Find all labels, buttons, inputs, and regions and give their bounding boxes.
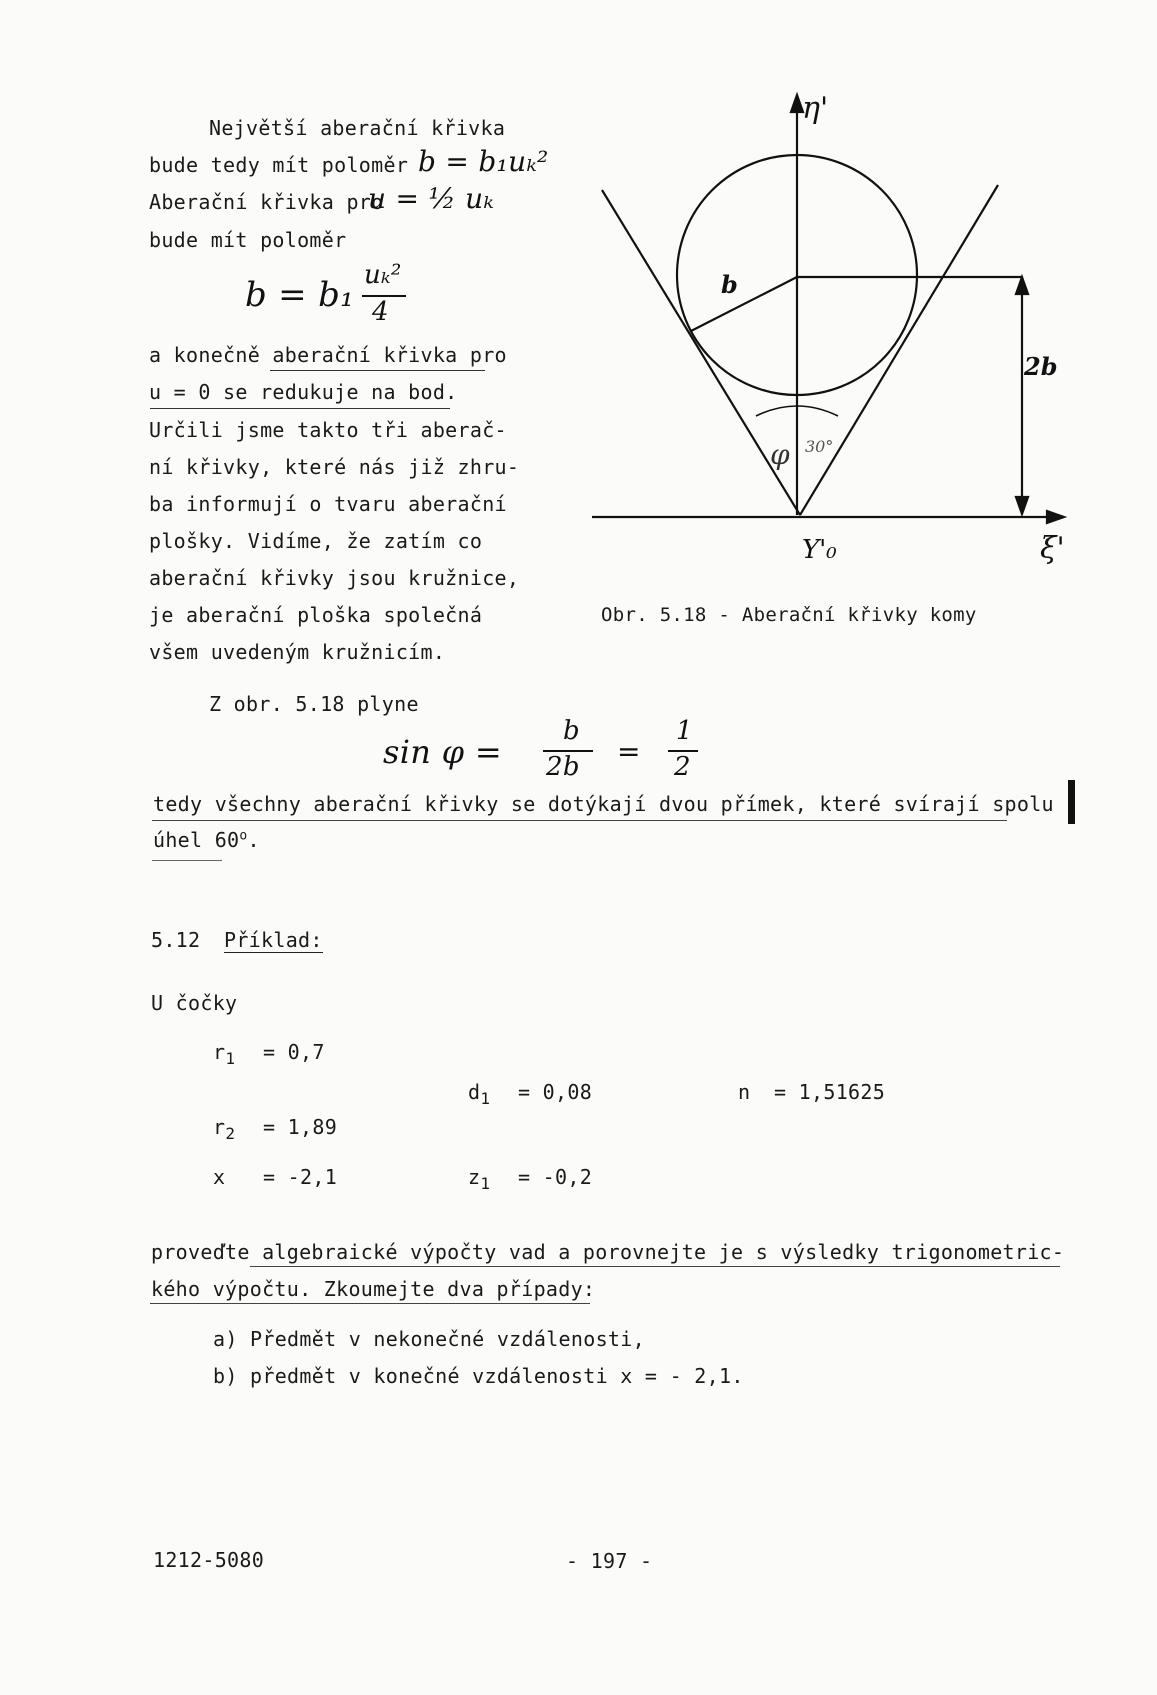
pen-underline <box>152 860 222 861</box>
lens-intro: U čočky <box>151 991 238 1015</box>
axis-xi-arrow <box>1047 511 1064 523</box>
text-line-9: ba informují o tvaru aberační <box>149 492 507 516</box>
formula-radius-quarter-lhs: b = b₁ <box>245 275 355 315</box>
d1-param <box>468 1080 490 1108</box>
d1-value: = 0,08 <box>518 1080 593 1104</box>
pen-underline <box>270 370 485 371</box>
formula-sin-den2: 2 <box>674 752 691 782</box>
page-number: - 197 - <box>566 1549 653 1573</box>
pen-underline <box>150 408 450 409</box>
text-line-7: Určili jsme takto tři aberač- <box>149 418 507 442</box>
r2-sub: 2 <box>225 1124 236 1143</box>
example-title: Příklad: <box>224 928 323 952</box>
x-label: x <box>213 1165 226 1189</box>
formula-u-half: u = ½ uₖ <box>368 182 494 215</box>
text-line-1: Největší aberační křivka <box>209 116 506 140</box>
r1-value: = 0,7 <box>263 1040 325 1064</box>
degree-mark: o <box>239 828 248 844</box>
label-30-deg: 30° <box>805 437 834 456</box>
label-b: b <box>721 270 738 299</box>
text-line-12: je aberační ploška společná <box>149 603 483 627</box>
pen-underline <box>250 1266 1060 1267</box>
z1-sub: 1 <box>480 1174 491 1193</box>
formula-sin-num1: b <box>563 716 580 746</box>
tangent-text-line2 <box>153 828 260 852</box>
n-value: = 1,51625 <box>774 1080 886 1104</box>
label-xi: ξ' <box>1040 531 1065 566</box>
z1-param <box>468 1165 490 1193</box>
n-label: n <box>738 1080 751 1104</box>
r1-label: r <box>213 1040 226 1064</box>
text-line-3: Aberační křivka pro <box>149 190 384 214</box>
tangent-text-line1: tedy všechny aberační křivky se dotýkají dvou přímek, které svírají spolu <box>153 792 1054 816</box>
formula-sin-lhs: sin φ = <box>383 733 502 771</box>
task-line1: proveďte algebraické výpočty vad a porovnejte je s výsledky trigonometric- <box>151 1240 1065 1264</box>
r1-param <box>213 1040 235 1068</box>
figure-caption: Obr. 5.18 - Aberační křivky komy <box>601 604 977 626</box>
formula-radius-inline: b = b₁uₖ² <box>418 145 549 178</box>
z1-value: = -0,2 <box>518 1165 593 1189</box>
tangent-angle: úhel 60 <box>153 828 240 852</box>
z1-label: z <box>468 1165 481 1189</box>
radius-b <box>691 277 797 331</box>
formula-sin-den1: 2b <box>546 752 580 782</box>
case-a: a) Předmět v nekonečné vzdálenosti, <box>213 1327 645 1351</box>
r1-sub: 1 <box>225 1049 236 1068</box>
label-2b: 2b <box>1024 352 1058 381</box>
footer-code: 1212-5080 <box>153 1548 265 1572</box>
pen-underline <box>150 1303 590 1304</box>
r2-label: r <box>213 1115 226 1139</box>
r2-value: = 1,89 <box>263 1115 338 1139</box>
d1-label: d <box>468 1080 481 1104</box>
task-line2: kého výpočtu. Zkoumejte dva případy: <box>151 1277 596 1301</box>
example-number: 5.12 <box>151 928 201 952</box>
pen-underline <box>152 820 1007 821</box>
from-figure-text: Z obr. 5.18 plyne <box>209 692 419 716</box>
figure-coma-curves <box>580 80 1080 600</box>
x-value: = -2,1 <box>263 1165 338 1189</box>
text-line-10: plošky. Vidíme, že zatím co <box>149 529 483 553</box>
text-line-4: bude mít poloměr <box>149 228 347 252</box>
text-line-11: aberační křivky jsou kružnice, <box>149 566 520 590</box>
label-eta: η' <box>802 91 829 126</box>
formula-sin-eq: = <box>617 735 641 768</box>
text-line-6: u = 0 se redukuje na bod. <box>149 380 458 404</box>
text-line-5: a konečně aberační křivka pro <box>149 343 507 367</box>
text-line-2: bude tedy mít poloměr <box>149 153 409 177</box>
d1-sub: 1 <box>480 1089 491 1108</box>
case-b: b) předmět v konečné vzdálenosti x = - 2,1. <box>213 1364 744 1388</box>
r2-param <box>213 1115 235 1143</box>
formula-radius-quarter-numerator: uₖ² <box>364 260 402 290</box>
tangent-line-right <box>800 185 998 515</box>
text-line-8: ní křivky, které nás již zhru- <box>149 455 520 479</box>
text-line-13: všem uvedeným kružnicím. <box>149 640 446 664</box>
label-origin: Y'₀ <box>802 535 837 565</box>
formula-radius-quarter-denominator: 4 <box>372 297 389 327</box>
tangent-end: . <box>247 828 260 852</box>
margin-bar <box>1068 780 1075 824</box>
label-phi: φ <box>770 438 790 471</box>
formula-sin-num2: 1 <box>676 716 693 746</box>
